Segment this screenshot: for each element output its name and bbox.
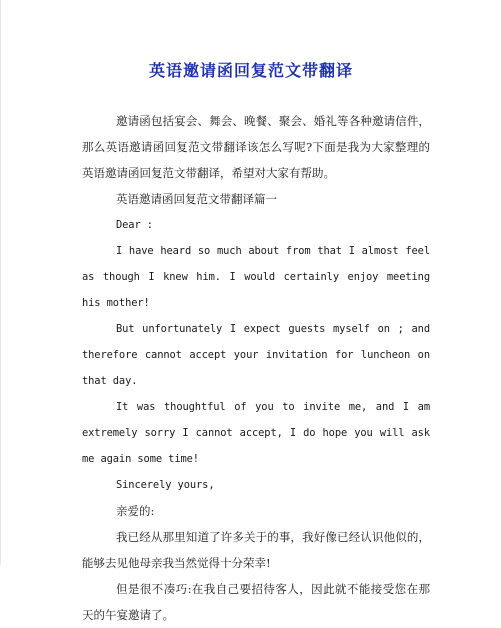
document-body — [82, 108, 430, 628]
paragraph: It was thoughtful of you to invite me, and I am extremely sorry I cannot accept, I do hope you will ask me again some time! — [82, 401, 430, 465]
paragraph: 邀请函包括宴会、舞会、晚餐、聚会、婚礼等各种邀请信件，那么英语邀请函回复范文带翻译该怎么写呢?下面是我为大家整理的英语邀请函回复范文带翻译，希望对大家有帮助。 — [82, 114, 430, 180]
document-title: 英语邀请函回复范文带翻译 — [148, 61, 353, 80]
paragraph: Dear : — [116, 219, 153, 231]
paragraph: 亲爱的: — [116, 504, 155, 518]
paragraph: 但是很不凑巧:在我自己要招待客人，因此就不能接受您在那天的午宴邀请了。 — [82, 582, 430, 622]
paragraph: Sincerely yours, — [116, 479, 215, 491]
paragraph: I have heard so much about from that I almost feel as though I knew him. I would certainly enjoy meeting his mother! — [82, 245, 430, 309]
paragraph: 英语邀请函回复范文带翻译篇一 — [116, 192, 277, 206]
paragraph: But unfortunately I expect guests myself on ; and therefore cannot accept your invitation for luncheon on that day. — [82, 323, 430, 387]
paragraph: 我已经从那里知道了许多关于的事，我好像已经认识他似的，能够去见他母亲我当然觉得十分荣幸! — [82, 530, 430, 570]
